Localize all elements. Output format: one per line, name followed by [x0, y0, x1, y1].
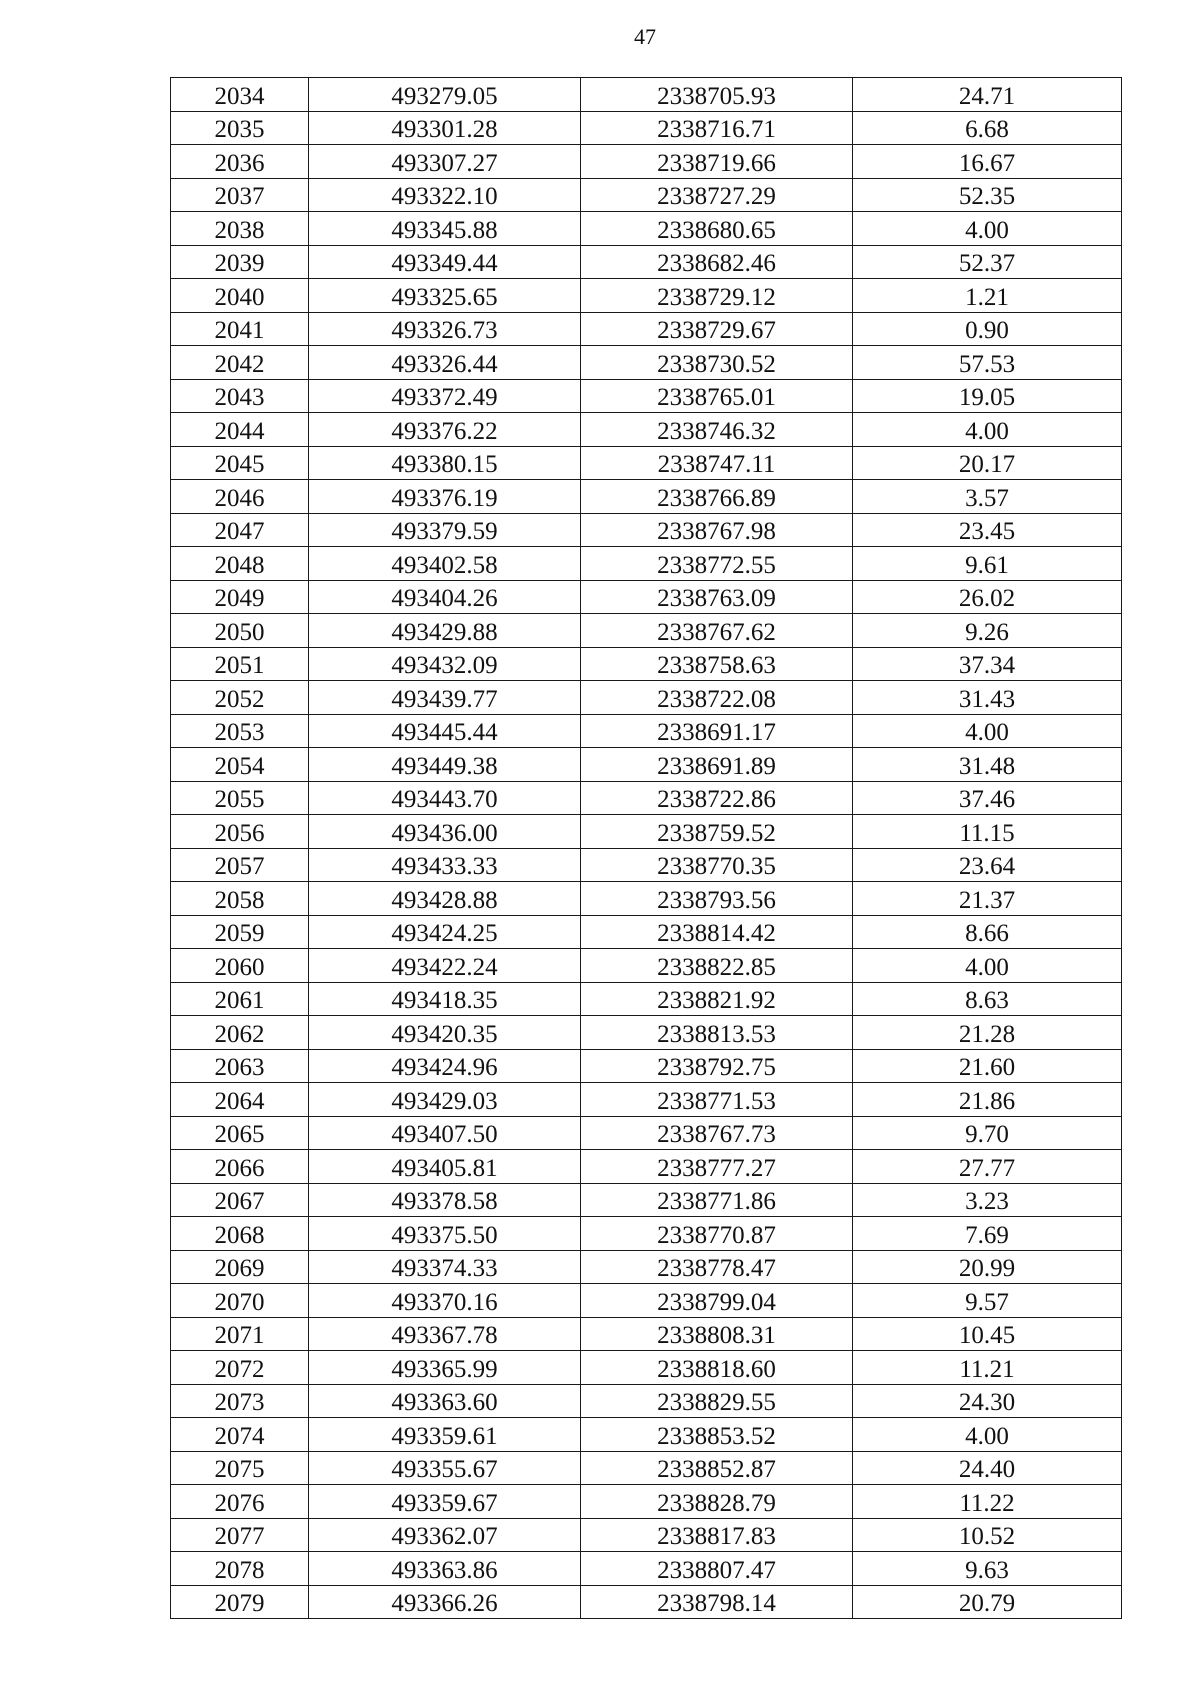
- table-row: [171, 111, 1122, 145]
- point-number-cell: 2066: [171, 1150, 309, 1184]
- y-coordinate-cell: 2338778.47: [581, 1250, 853, 1284]
- distance-cell: 4.00: [853, 212, 1122, 246]
- table-row: [171, 379, 1122, 413]
- distance-cell: 24.40: [853, 1451, 1122, 1485]
- distance-cell: 11.15: [853, 815, 1122, 849]
- point-number-cell: 2050: [171, 614, 309, 648]
- point-number-cell: 2070: [171, 1284, 309, 1318]
- coordinate-table: [170, 77, 1122, 1619]
- y-coordinate-cell: 2338765.01: [581, 379, 853, 413]
- x-coordinate-cell: 493367.78: [309, 1317, 581, 1351]
- x-coordinate-cell: 493355.67: [309, 1451, 581, 1485]
- distance-cell: 4.00: [853, 413, 1122, 447]
- x-coordinate-cell: 493380.15: [309, 446, 581, 480]
- point-number-cell: 2038: [171, 212, 309, 246]
- table-row: [171, 1518, 1122, 1552]
- x-coordinate-cell: 493378.58: [309, 1183, 581, 1217]
- y-coordinate-cell: 2338793.56: [581, 882, 853, 916]
- table-row: [171, 1384, 1122, 1418]
- page-number: 47: [634, 24, 656, 49]
- table-row: [171, 178, 1122, 212]
- table-row: [171, 781, 1122, 815]
- table-row: [171, 413, 1122, 447]
- x-coordinate-cell: 493432.09: [309, 647, 581, 681]
- point-number-cell: 2051: [171, 647, 309, 681]
- table-row: [171, 681, 1122, 715]
- x-coordinate-cell: 493429.03: [309, 1083, 581, 1117]
- table-row: [171, 714, 1122, 748]
- distance-cell: 26.02: [853, 580, 1122, 614]
- table-body: [171, 78, 1122, 1619]
- distance-cell: 24.30: [853, 1384, 1122, 1418]
- x-coordinate-cell: 493402.58: [309, 547, 581, 581]
- y-coordinate-cell: 2338822.85: [581, 949, 853, 983]
- point-number-cell: 2072: [171, 1351, 309, 1385]
- table-row: [171, 982, 1122, 1016]
- x-coordinate-cell: 493326.44: [309, 346, 581, 380]
- y-coordinate-cell: 2338722.08: [581, 681, 853, 715]
- distance-cell: 52.35: [853, 178, 1122, 212]
- point-number-cell: 2057: [171, 848, 309, 882]
- y-coordinate-cell: 2338730.52: [581, 346, 853, 380]
- distance-cell: 9.70: [853, 1116, 1122, 1150]
- table-row: [171, 78, 1122, 112]
- point-number-cell: 2064: [171, 1083, 309, 1117]
- point-number-cell: 2046: [171, 480, 309, 514]
- table-row: [171, 580, 1122, 614]
- distance-cell: 37.34: [853, 647, 1122, 681]
- table-row: [171, 1317, 1122, 1351]
- point-number-cell: 2037: [171, 178, 309, 212]
- y-coordinate-cell: 2338807.47: [581, 1552, 853, 1586]
- x-coordinate-cell: 493370.16: [309, 1284, 581, 1318]
- table-row: [171, 949, 1122, 983]
- table-row: [171, 614, 1122, 648]
- y-coordinate-cell: 2338747.11: [581, 446, 853, 480]
- distance-cell: 6.68: [853, 111, 1122, 145]
- distance-cell: 9.61: [853, 547, 1122, 581]
- table-row: [171, 1016, 1122, 1050]
- table-row: [171, 748, 1122, 782]
- distance-cell: 23.45: [853, 513, 1122, 547]
- distance-cell: 20.99: [853, 1250, 1122, 1284]
- y-coordinate-cell: 2338719.66: [581, 145, 853, 179]
- point-number-cell: 2063: [171, 1049, 309, 1083]
- table-row: [171, 1351, 1122, 1385]
- distance-cell: 11.21: [853, 1351, 1122, 1385]
- coordinate-table-wrapper: [170, 77, 1122, 1619]
- distance-cell: 9.26: [853, 614, 1122, 648]
- table-row: [171, 145, 1122, 179]
- point-number-cell: 2068: [171, 1217, 309, 1251]
- point-number-cell: 2078: [171, 1552, 309, 1586]
- x-coordinate-cell: 493372.49: [309, 379, 581, 413]
- x-coordinate-cell: 493429.88: [309, 614, 581, 648]
- y-coordinate-cell: 2338727.29: [581, 178, 853, 212]
- y-coordinate-cell: 2338746.32: [581, 413, 853, 447]
- x-coordinate-cell: 493379.59: [309, 513, 581, 547]
- point-number-cell: 2045: [171, 446, 309, 480]
- table-row: [171, 279, 1122, 313]
- y-coordinate-cell: 2338729.12: [581, 279, 853, 313]
- point-number-cell: 2034: [171, 78, 309, 112]
- table-row: [171, 915, 1122, 949]
- table-row: [171, 815, 1122, 849]
- y-coordinate-cell: 2338853.52: [581, 1418, 853, 1452]
- distance-cell: 37.46: [853, 781, 1122, 815]
- table-row: [171, 1451, 1122, 1485]
- x-coordinate-cell: 493362.07: [309, 1518, 581, 1552]
- distance-cell: 10.52: [853, 1518, 1122, 1552]
- distance-cell: 7.69: [853, 1217, 1122, 1251]
- x-coordinate-cell: 493433.33: [309, 848, 581, 882]
- table-row: [171, 312, 1122, 346]
- point-number-cell: 2035: [171, 111, 309, 145]
- x-coordinate-cell: 493376.19: [309, 480, 581, 514]
- y-coordinate-cell: 2338691.17: [581, 714, 853, 748]
- point-number-cell: 2043: [171, 379, 309, 413]
- y-coordinate-cell: 2338821.92: [581, 982, 853, 1016]
- table-row: [171, 1552, 1122, 1586]
- point-number-cell: 2060: [171, 949, 309, 983]
- y-coordinate-cell: 2338771.53: [581, 1083, 853, 1117]
- point-number-cell: 2059: [171, 915, 309, 949]
- y-coordinate-cell: 2338770.35: [581, 848, 853, 882]
- point-number-cell: 2041: [171, 312, 309, 346]
- table-row: [171, 547, 1122, 581]
- y-coordinate-cell: 2338729.67: [581, 312, 853, 346]
- table-row: [171, 848, 1122, 882]
- x-coordinate-cell: 493428.88: [309, 882, 581, 916]
- x-coordinate-cell: 493422.24: [309, 949, 581, 983]
- x-coordinate-cell: 493363.60: [309, 1384, 581, 1418]
- distance-cell: 21.37: [853, 882, 1122, 916]
- y-coordinate-cell: 2338828.79: [581, 1485, 853, 1519]
- table-row: [171, 212, 1122, 246]
- distance-cell: 20.17: [853, 446, 1122, 480]
- point-number-cell: 2055: [171, 781, 309, 815]
- point-number-cell: 2062: [171, 1016, 309, 1050]
- x-coordinate-cell: 493405.81: [309, 1150, 581, 1184]
- distance-cell: 8.66: [853, 915, 1122, 949]
- point-number-cell: 2039: [171, 245, 309, 279]
- distance-cell: 31.48: [853, 748, 1122, 782]
- table-row: [171, 1116, 1122, 1150]
- y-coordinate-cell: 2338808.31: [581, 1317, 853, 1351]
- x-coordinate-cell: 493443.70: [309, 781, 581, 815]
- y-coordinate-cell: 2338716.71: [581, 111, 853, 145]
- x-coordinate-cell: 493420.35: [309, 1016, 581, 1050]
- point-number-cell: 2067: [171, 1183, 309, 1217]
- point-number-cell: 2044: [171, 413, 309, 447]
- point-number-cell: 2061: [171, 982, 309, 1016]
- y-coordinate-cell: 2338852.87: [581, 1451, 853, 1485]
- x-coordinate-cell: 493407.50: [309, 1116, 581, 1150]
- y-coordinate-cell: 2338818.60: [581, 1351, 853, 1385]
- point-number-cell: 2075: [171, 1451, 309, 1485]
- distance-cell: 23.64: [853, 848, 1122, 882]
- distance-cell: 4.00: [853, 714, 1122, 748]
- y-coordinate-cell: 2338799.04: [581, 1284, 853, 1318]
- x-coordinate-cell: 493439.77: [309, 681, 581, 715]
- x-coordinate-cell: 493359.67: [309, 1485, 581, 1519]
- distance-cell: 9.57: [853, 1284, 1122, 1318]
- table-row: [171, 647, 1122, 681]
- point-number-cell: 2048: [171, 547, 309, 581]
- distance-cell: 19.05: [853, 379, 1122, 413]
- point-number-cell: 2056: [171, 815, 309, 849]
- y-coordinate-cell: 2338763.09: [581, 580, 853, 614]
- point-number-cell: 2052: [171, 681, 309, 715]
- table-row: [171, 882, 1122, 916]
- distance-cell: 3.57: [853, 480, 1122, 514]
- distance-cell: 9.63: [853, 1552, 1122, 1586]
- x-coordinate-cell: 493436.00: [309, 815, 581, 849]
- table-row: [171, 1049, 1122, 1083]
- point-number-cell: 2074: [171, 1418, 309, 1452]
- point-number-cell: 2042: [171, 346, 309, 380]
- distance-cell: 0.90: [853, 312, 1122, 346]
- y-coordinate-cell: 2338777.27: [581, 1150, 853, 1184]
- x-coordinate-cell: 493365.99: [309, 1351, 581, 1385]
- distance-cell: 52.37: [853, 245, 1122, 279]
- x-coordinate-cell: 493445.44: [309, 714, 581, 748]
- y-coordinate-cell: 2338798.14: [581, 1585, 853, 1619]
- x-coordinate-cell: 493374.33: [309, 1250, 581, 1284]
- point-number-cell: 2069: [171, 1250, 309, 1284]
- x-coordinate-cell: 493322.10: [309, 178, 581, 212]
- table-row: [171, 1418, 1122, 1452]
- distance-cell: 57.53: [853, 346, 1122, 380]
- table-row: [171, 1083, 1122, 1117]
- table-row: [171, 513, 1122, 547]
- point-number-cell: 2073: [171, 1384, 309, 1418]
- table-row: [171, 1217, 1122, 1251]
- distance-cell: 20.79: [853, 1585, 1122, 1619]
- distance-cell: 21.60: [853, 1049, 1122, 1083]
- point-number-cell: 2047: [171, 513, 309, 547]
- table-row: [171, 1485, 1122, 1519]
- y-coordinate-cell: 2338771.86: [581, 1183, 853, 1217]
- y-coordinate-cell: 2338691.89: [581, 748, 853, 782]
- table-row: [171, 245, 1122, 279]
- x-coordinate-cell: 493307.27: [309, 145, 581, 179]
- table-row: [171, 480, 1122, 514]
- point-number-cell: 2058: [171, 882, 309, 916]
- point-number-cell: 2065: [171, 1116, 309, 1150]
- x-coordinate-cell: 493424.96: [309, 1049, 581, 1083]
- table-row: [171, 1250, 1122, 1284]
- distance-cell: 27.77: [853, 1150, 1122, 1184]
- distance-cell: 10.45: [853, 1317, 1122, 1351]
- x-coordinate-cell: 493424.25: [309, 915, 581, 949]
- y-coordinate-cell: 2338705.93: [581, 78, 853, 112]
- y-coordinate-cell: 2338817.83: [581, 1518, 853, 1552]
- y-coordinate-cell: 2338770.87: [581, 1217, 853, 1251]
- y-coordinate-cell: 2338680.65: [581, 212, 853, 246]
- x-coordinate-cell: 493404.26: [309, 580, 581, 614]
- point-number-cell: 2049: [171, 580, 309, 614]
- x-coordinate-cell: 493418.35: [309, 982, 581, 1016]
- x-coordinate-cell: 493359.61: [309, 1418, 581, 1452]
- point-number-cell: 2054: [171, 748, 309, 782]
- distance-cell: 8.63: [853, 982, 1122, 1016]
- point-number-cell: 2036: [171, 145, 309, 179]
- y-coordinate-cell: 2338814.42: [581, 915, 853, 949]
- distance-cell: 31.43: [853, 681, 1122, 715]
- point-number-cell: 2040: [171, 279, 309, 313]
- x-coordinate-cell: 493349.44: [309, 245, 581, 279]
- x-coordinate-cell: 493376.22: [309, 413, 581, 447]
- y-coordinate-cell: 2338772.55: [581, 547, 853, 581]
- table-row: [171, 1150, 1122, 1184]
- distance-cell: 21.28: [853, 1016, 1122, 1050]
- distance-cell: 24.71: [853, 78, 1122, 112]
- y-coordinate-cell: 2338829.55: [581, 1384, 853, 1418]
- distance-cell: 4.00: [853, 1418, 1122, 1452]
- y-coordinate-cell: 2338792.75: [581, 1049, 853, 1083]
- y-coordinate-cell: 2338767.62: [581, 614, 853, 648]
- table-row: [171, 346, 1122, 380]
- y-coordinate-cell: 2338767.73: [581, 1116, 853, 1150]
- x-coordinate-cell: 493363.86: [309, 1552, 581, 1586]
- table-row: [171, 1183, 1122, 1217]
- x-coordinate-cell: 493345.88: [309, 212, 581, 246]
- distance-cell: 11.22: [853, 1485, 1122, 1519]
- x-coordinate-cell: 493375.50: [309, 1217, 581, 1251]
- x-coordinate-cell: 493326.73: [309, 312, 581, 346]
- y-coordinate-cell: 2338758.63: [581, 647, 853, 681]
- distance-cell: 1.21: [853, 279, 1122, 313]
- x-coordinate-cell: 493279.05: [309, 78, 581, 112]
- point-number-cell: 2079: [171, 1585, 309, 1619]
- y-coordinate-cell: 2338813.53: [581, 1016, 853, 1050]
- distance-cell: 4.00: [853, 949, 1122, 983]
- point-number-cell: 2071: [171, 1317, 309, 1351]
- x-coordinate-cell: 493449.38: [309, 748, 581, 782]
- point-number-cell: 2077: [171, 1518, 309, 1552]
- y-coordinate-cell: 2338766.89: [581, 480, 853, 514]
- x-coordinate-cell: 493366.26: [309, 1585, 581, 1619]
- table-row: [171, 446, 1122, 480]
- y-coordinate-cell: 2338682.46: [581, 245, 853, 279]
- x-coordinate-cell: 493325.65: [309, 279, 581, 313]
- distance-cell: 21.86: [853, 1083, 1122, 1117]
- distance-cell: 16.67: [853, 145, 1122, 179]
- table-row: [171, 1284, 1122, 1318]
- distance-cell: 3.23: [853, 1183, 1122, 1217]
- y-coordinate-cell: 2338767.98: [581, 513, 853, 547]
- point-number-cell: 2076: [171, 1485, 309, 1519]
- y-coordinate-cell: 2338722.86: [581, 781, 853, 815]
- table-row: [171, 1585, 1122, 1619]
- y-coordinate-cell: 2338759.52: [581, 815, 853, 849]
- point-number-cell: 2053: [171, 714, 309, 748]
- x-coordinate-cell: 493301.28: [309, 111, 581, 145]
